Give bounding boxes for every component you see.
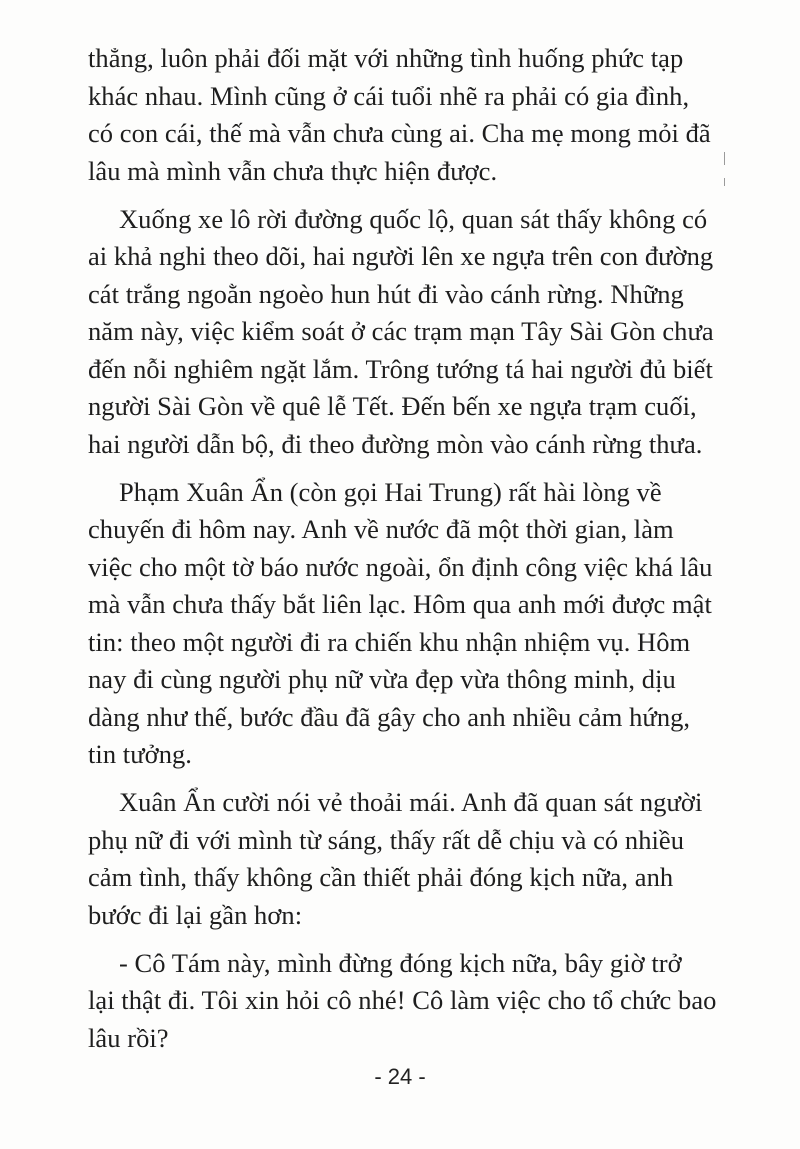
- scan-mark: [724, 178, 725, 186]
- text-line: hai người dẫn bộ, đi theo đường mòn vào cánh rừng thưa.: [88, 428, 703, 459]
- text-line: ai khả nghi theo dõi, hai người lên xe ngựa trên con đường: [88, 241, 714, 271]
- text-line: cảm tình, thấy không cần thiết phải đóng kịch nữa, anh: [88, 862, 674, 892]
- text-line: năm này, việc kiểm soát ở các trạm mạn Tây Sài Gòn chưa: [88, 316, 714, 346]
- text-line: thẳng, luôn phải đối mặt với những tình huống phức tạp: [88, 43, 684, 73]
- text-line: lại thật đi. Tôi xin hỏi cô nhé! Cô làm việc cho tổ chức bao: [88, 985, 717, 1015]
- text-line: - Cô Tám này, mình đừng đóng kịch nữa, bây giờ trở: [119, 947, 682, 978]
- text-line: mà vẫn chưa thấy bắt liên lạc. Hôm qua anh mới được mật: [88, 589, 712, 619]
- paragraph-p5: [88, 945, 724, 1058]
- page-number: - 24 -: [374, 1064, 426, 1089]
- text-line: lâu mà mình vẫn chưa thực hiện được.: [88, 155, 498, 186]
- paragraph-p4: [88, 784, 724, 934]
- scan-mark: [724, 152, 725, 165]
- text-line: tin: theo một người đi ra chiến khu nhận nhiệm vụ. Hôm: [88, 626, 691, 657]
- text-line: cát trắng ngoằn ngoèo hun hút đi vào cánh rừng. Những: [88, 278, 684, 309]
- text-line: Xuống xe lô rời đường quốc lộ, quan sát thấy không có: [119, 203, 708, 234]
- text-line: chuyến đi hôm nay. Anh về nước đã một thời gian, làm: [88, 514, 674, 544]
- text-line: lâu rồi?: [88, 1022, 169, 1053]
- paragraph-p2: [88, 201, 724, 464]
- text-line: khác nhau. Mình cũng ở cái tuổi nhẽ ra phải có gia đình,: [88, 80, 690, 111]
- text-line: bước đi lại gần hơn:: [88, 899, 303, 930]
- text-line: Xuân Ẩn cười nói vẻ thoải mái. Anh đã quan sát người: [119, 787, 703, 817]
- text-line: tin tưởng.: [88, 739, 192, 769]
- text-line: Phạm Xuân Ẩn (còn gọi Hai Trung) rất hài lòng về: [119, 476, 662, 507]
- paragraph-p1: [88, 40, 724, 190]
- text-line: người Sài Gòn về quê lễ Tết. Đến bến xe ngựa trạm cuối,: [88, 391, 697, 421]
- text-line: đến nỗi nghiêm ngặt lắm. Trông tướng tá hai người đủ biết: [88, 353, 713, 384]
- text-line: dàng như thế, bước đầu đã gây cho anh nhiều cảm hứng,: [88, 701, 691, 732]
- paragraph-p3: [88, 474, 724, 774]
- text-line: có con cái, thế mà vẫn chưa cùng ai. Cha mẹ mong mỏi đã: [88, 118, 711, 148]
- body-text: [88, 40, 724, 1057]
- text-line: phụ nữ đi với mình từ sáng, thấy rất dễ chịu và có nhiều: [88, 824, 685, 855]
- text-line: việc cho một tờ báo nước ngoài, ổn định công việc khá lâu: [88, 551, 713, 582]
- text-line: nay đi cùng người phụ nữ vừa đẹp vừa thông minh, dịu: [88, 664, 676, 694]
